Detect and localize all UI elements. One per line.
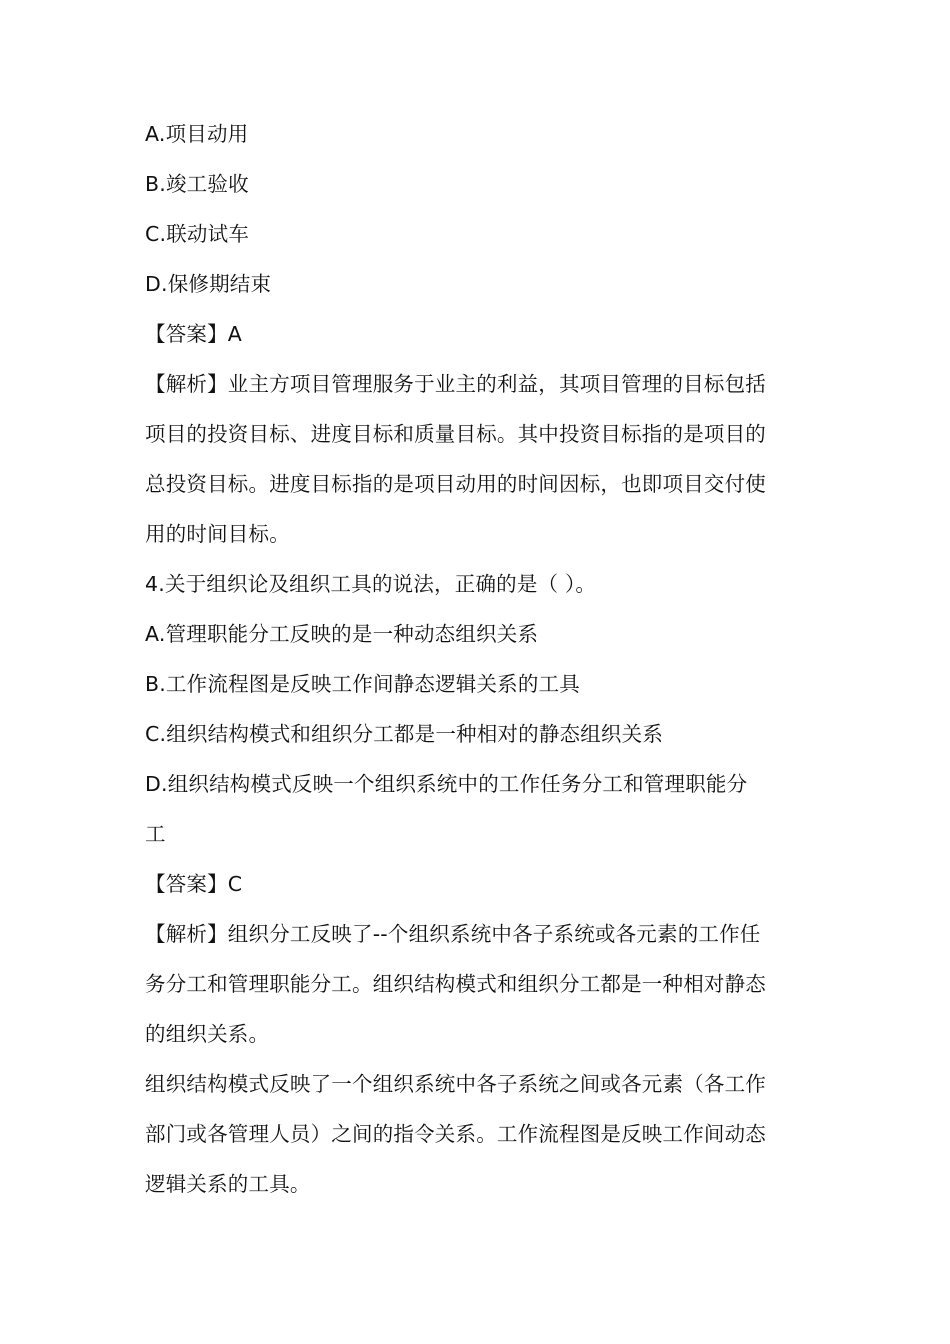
answer-prev: 【答案】A	[145, 322, 243, 346]
q4-answer: 【答案】C	[145, 872, 243, 896]
q4-analysis-line-2: 务分工和管理职能分工。组织结构模式和组织分工都是一种相对静态	[145, 972, 766, 996]
analysis-prev-line-2: 项目的投资目标、进度目标和质量目标。其中投资目标指的是项目的	[145, 422, 766, 446]
option-d-prev: D.保修期结束	[145, 272, 272, 296]
q4-analysis-line-1: 【解析】组织分工反映了--个组织系统中各子系统或各元素的工作任	[145, 922, 761, 946]
q4-option-d-line-2: 工	[145, 822, 166, 846]
q4-analysis-line-3: 的组织关系。	[145, 1022, 270, 1046]
q4-option-d-line-1: D.组织结构模式反映一个组织系统中的工作任务分工和管理职能分	[145, 772, 748, 796]
q4-analysis-line-4: 组织结构模式反映了一个组织系统中各子系统之间或各元素（各工作	[145, 1072, 766, 1096]
analysis-prev-line-3: 总投资目标。进度目标指的是项目动用的时间因标，也即项目交付使	[145, 472, 766, 496]
question-4: 4.关于组织论及组织工具的说法，正确的是（ ）。	[145, 572, 597, 596]
q4-option-c: C.组织结构模式和组织分工都是一种相对的静态组织关系	[145, 722, 664, 746]
option-c-prev: C.联动试车	[145, 222, 250, 246]
option-a-prev: A.项目动用	[145, 122, 249, 146]
q4-analysis-line-6: 逻辑关系的工具。	[145, 1172, 311, 1196]
q4-option-b: B.工作流程图是反映工作间静态逻辑关系的工具	[145, 672, 580, 696]
option-b-prev: B.竣工验收	[145, 172, 249, 196]
document-page	[145, 109, 810, 1209]
analysis-prev-line-1: 【解析】业主方项目管理服务于业主的利益，其项目管理的目标包括	[145, 372, 766, 396]
analysis-prev-line-4: 用的时间目标。	[145, 522, 290, 546]
q4-option-a: A.管理职能分工反映的是一种动态组织关系	[145, 622, 539, 646]
q4-analysis-line-5: 部门或各管理人员）之间的指令关系。工作流程图是反映工作间动态	[145, 1122, 766, 1146]
